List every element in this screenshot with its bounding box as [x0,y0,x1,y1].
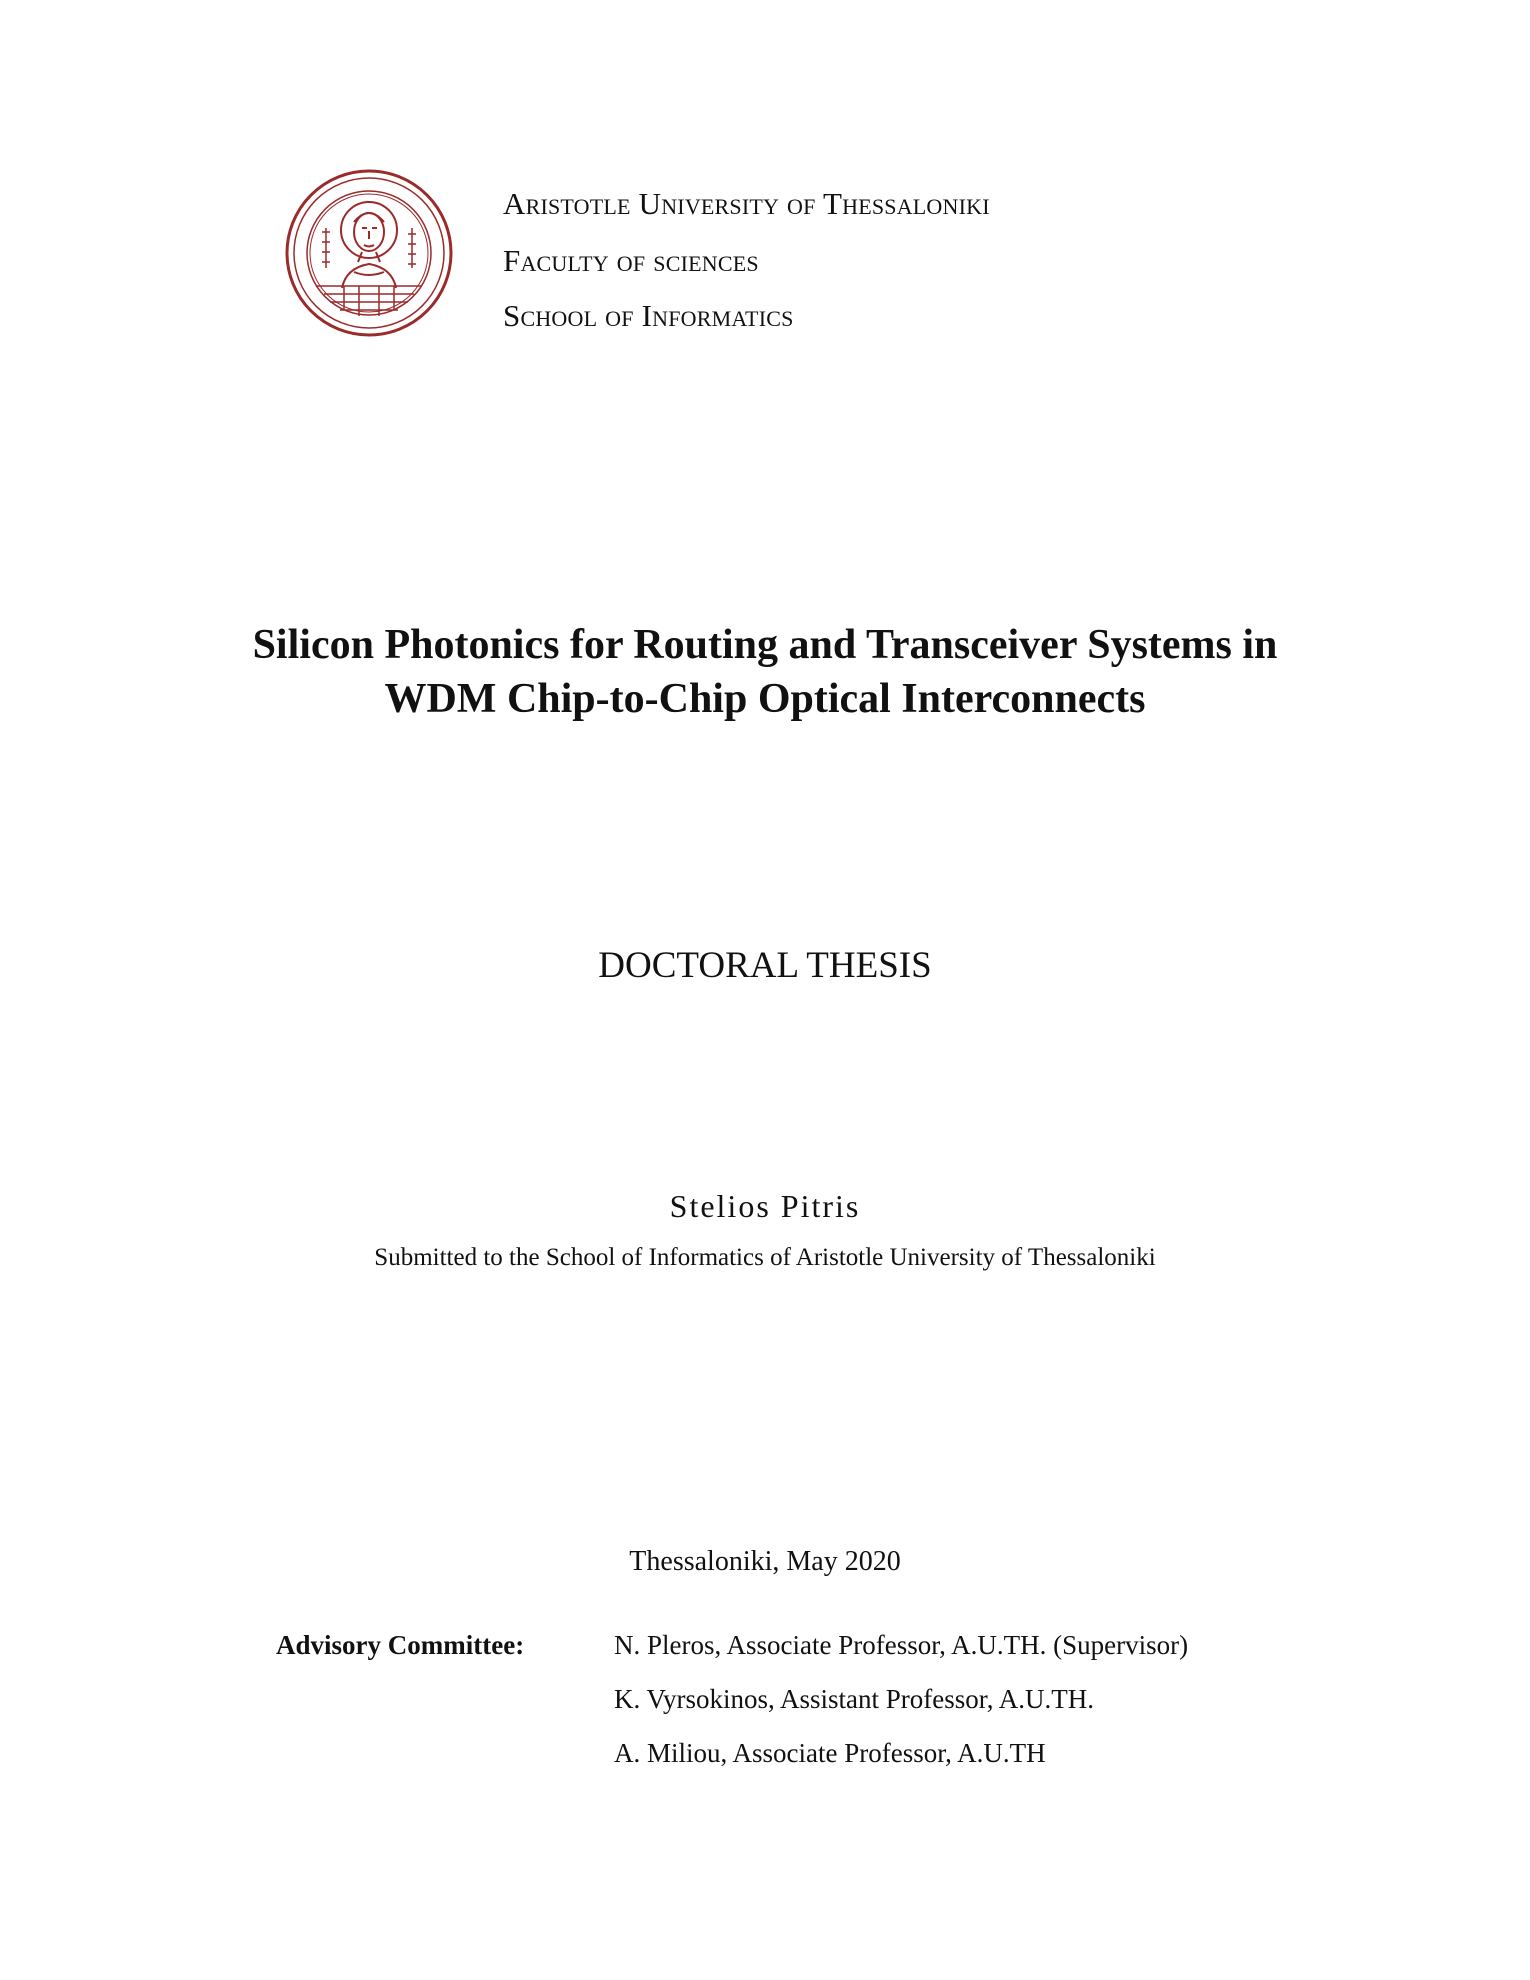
university-seal [284,168,454,338]
author-name: Stelios Pitris [669,1188,861,1224]
document-type: DOCTORAL THESIS [598,945,932,986]
thesis-title-line-2: WDM Chip-to-Chip Optical Interconnects [384,676,1146,722]
committee-member: N. Pleros, Associate Professor, A.U.TH. (Supervisor) [614,1630,1189,1660]
faculty-name: Faculty of sciences [503,243,759,278]
committee-member: K. Vyrsokinos, Assistant Professor, A.U.TH. [614,1684,1094,1714]
place-and-date: Thessaloniki, May 2020 [629,1546,901,1577]
thesis-title [0,618,1530,726]
advisory-committee-label: Advisory Committee: [276,1630,525,1660]
university-name: Aristotle University of Thessaloniki [503,186,990,221]
committee-member: A. Miliou, Associate Professor, A.U.TH [614,1738,1046,1768]
submission-statement: Submitted to the School of Informatics of Aristotle University of Thessaloniki [374,1244,1156,1271]
thesis-title-line-1: Silicon Photonics for Routing and Transceiver Systems in [252,622,1278,668]
school-name: School of Informatics [503,298,794,333]
